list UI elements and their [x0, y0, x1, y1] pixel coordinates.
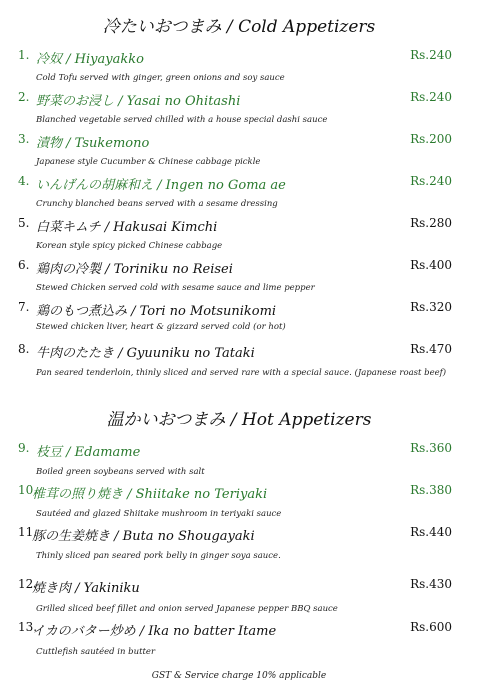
item-number: 10. — [18, 483, 38, 497]
item-description: Thinly sliced pan seared pork belly in ginger soya sauce. — [36, 551, 281, 561]
item-name: 鶏肉の冷製 / Toriniku no Reisei — [36, 262, 233, 277]
item-number: 7. — [18, 300, 30, 314]
item-name: 枝豆 / Edamame — [36, 445, 141, 460]
item-name: 鶏のもつ煮込み / Tori no Motsunikomi — [36, 304, 277, 319]
item-price: Rs.600 — [410, 620, 452, 634]
item-description: Crunchy blanched beans served with a sesame dressing — [36, 199, 278, 209]
item-price: Rs.430 — [410, 577, 452, 591]
item-price: Rs.440 — [410, 525, 452, 539]
item-name: 漬物 / Tsukemono — [36, 136, 150, 151]
item-name: 牛肉のたたき / Gyuuniku no Tataki — [36, 346, 255, 361]
item-name: イカのバター炒め / Ika no batter Itame — [32, 624, 277, 639]
item-name: いんげんの胡麻和え / Ingen no Goma ae — [36, 178, 286, 193]
cold-appetizers-title: 冷たいおつまみ / Cold Appetizers — [102, 17, 376, 37]
item-name: 焼き肉 / Yakiniku — [32, 581, 140, 596]
item-description: Stewed chicken liver, heart & gizzard served cold (or hot) — [36, 322, 286, 332]
item-price: Rs.360 — [410, 441, 452, 455]
item-number: 8. — [18, 342, 30, 356]
item-price: Rs.320 — [410, 300, 452, 314]
item-price: Rs.200 — [410, 132, 452, 146]
item-description: Pan seared tenderloin, thinly sliced and served rare with a special sauce. (Japanese roast beef) — [36, 368, 447, 378]
item-description: Stewed Chicken served cold with sesame sauce and lime pepper — [36, 283, 315, 293]
item-price: Rs.380 — [410, 483, 452, 497]
item-description: Blanched vegetable served chilled with a house special dashi sauce — [36, 115, 328, 125]
item-name: 冷奴 / Hiyayakko — [36, 52, 144, 67]
item-number: 3. — [18, 132, 30, 146]
item-number: 5. — [18, 216, 30, 230]
item-price: Rs.240 — [410, 48, 452, 62]
item-description: Grilled sliced beef fillet and onion served Japanese pepper BBQ sauce — [36, 604, 338, 614]
item-description: Cold Tofu served with ginger, green onions and soy sauce — [36, 73, 285, 83]
item-price: Rs.240 — [410, 174, 452, 188]
item-description: Boiled green soybeans served with salt — [36, 467, 205, 477]
item-description: Cuttlefish sautéed in butter — [36, 647, 156, 657]
item-number: 12. — [18, 577, 38, 591]
item-number: 4. — [18, 174, 30, 188]
item-price: Rs.240 — [410, 90, 452, 104]
hot-appetizers-title: 温かいおつまみ / Hot Appetizers — [106, 410, 372, 430]
service-charge-note: GST & Service charge 10% applicable — [151, 671, 327, 681]
item-name: 豚の生姜焼き / Buta no Shougayaki — [32, 529, 255, 544]
item-number: 9. — [18, 441, 30, 455]
item-name: 野菜のお浸し / Yasai no Ohitashi — [36, 94, 241, 109]
item-number: 2. — [18, 90, 30, 104]
item-number: 11. — [18, 525, 38, 539]
item-price: Rs.400 — [410, 258, 452, 272]
item-price: Rs.280 — [410, 216, 452, 230]
item-name: 白菜キムチ / Hakusai Kimchi — [36, 220, 218, 235]
item-description: Japanese style Cucumber & Chinese cabbage pickle — [36, 157, 261, 167]
item-name: 椎茸の照り焼き / Shiitake no Teriyaki — [32, 487, 268, 502]
item-number: 1. — [18, 48, 30, 62]
item-description: Korean style spicy picked Chinese cabbage — [36, 241, 223, 251]
item-number: 6. — [18, 258, 30, 272]
item-number: 13. — [18, 620, 38, 634]
item-description: Sautéed and glazed Shiitake mushroom in teriyaki sauce — [36, 509, 282, 519]
item-price: Rs.470 — [410, 342, 452, 356]
